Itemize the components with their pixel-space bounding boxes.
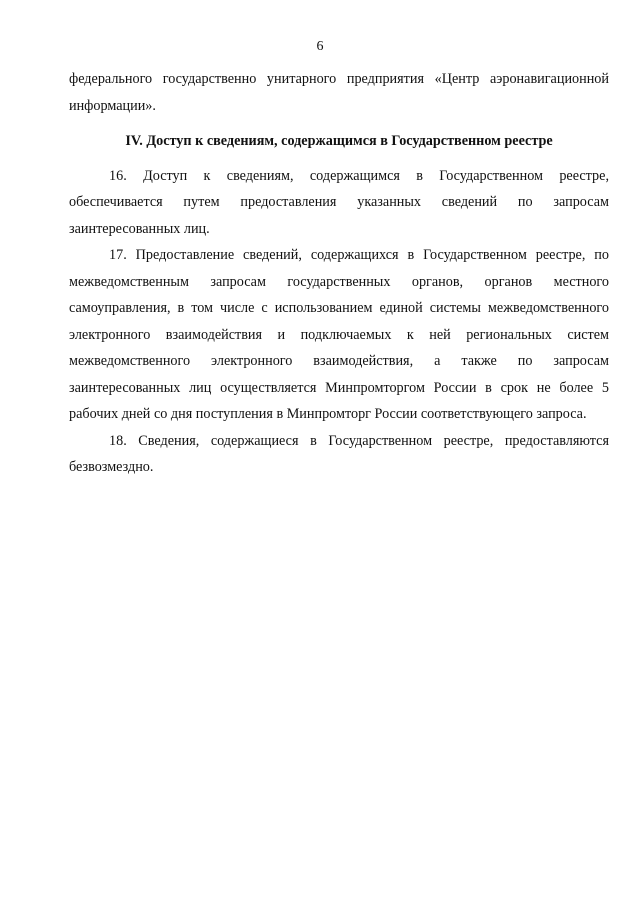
paragraph-18: 18. Сведения, содержащиеся в Государственном реестре, предоставляются безвозмездно.: [69, 432, 609, 475]
section-heading: IV. Доступ к сведениям, содержащимся в Государственном реестре: [125, 133, 553, 149]
page-number: 6: [316, 39, 324, 54]
continuation-paragraph: федерального государственно унитарного предприятия «Центр аэронавигационной информации».: [69, 71, 609, 114]
document-body: [69, 66, 609, 481]
paragraph-16: 16. Доступ к сведениям, содержащимся в Государственном реестре, обеспечивается путем предоставления указанных сведений по запросам заинтересованных лиц.: [69, 167, 609, 237]
paragraph-17: 17. Предоставление сведений, содержащихся в Государственном реестре, по межведомственным запросам государственных органов, органов местного самоуправления, в том числе с использованием единой системы межведомственного электронного взаимодействия и подключаемых к ней региональных систем межведомственного электронного взаимодействия, а также по запросам заинтересованных лиц осуществляется Минпромторгом России в срок не более 5 рабочих дней со дня поступления в Минпромторг России соответствующего запроса.: [69, 247, 609, 422]
